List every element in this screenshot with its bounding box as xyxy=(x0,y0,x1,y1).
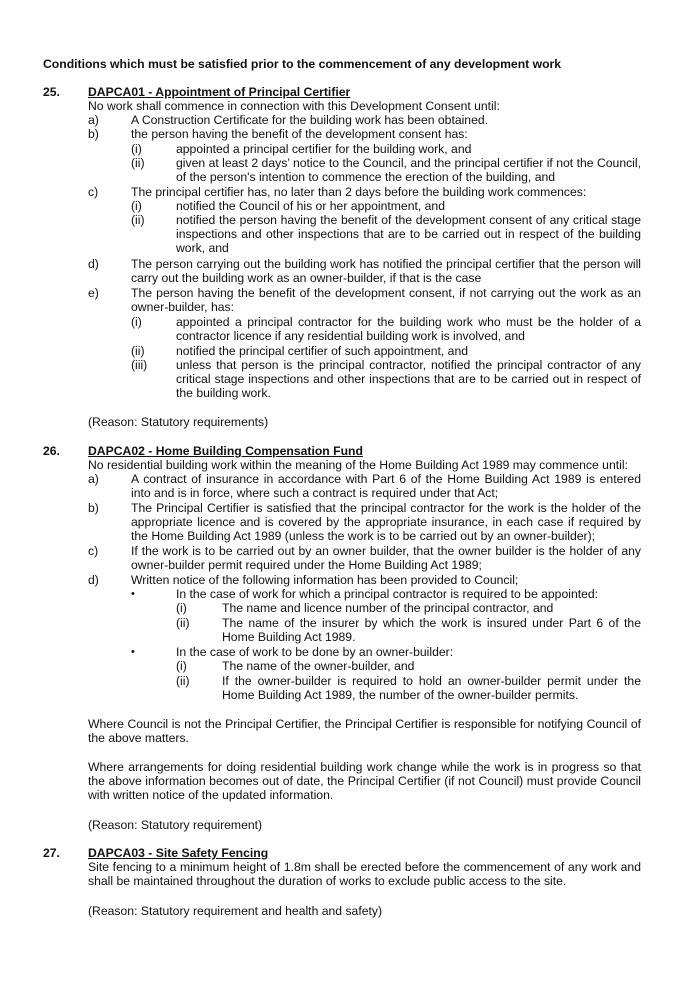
item-label: d) xyxy=(88,573,99,587)
item-text: The principal certifier has, no later than 2 days before the building work commences: xyxy=(131,185,587,199)
item-label: b) xyxy=(88,127,99,141)
subitem-label: (ii) xyxy=(176,616,190,630)
item-label: e) xyxy=(88,286,99,300)
item-text: Written notice of the following information has been provided to Council; xyxy=(131,573,519,587)
item-label: c) xyxy=(88,544,99,558)
subitem-text: appointed a principal contractor for the building work who must be the holder of a contractor licence if any residential building work is involved, and xyxy=(176,315,641,344)
item-text: A Construction Certificate for the building work has been obtained. xyxy=(131,113,489,127)
condition-title: DAPCA01 - Appointment of Principal Certifier xyxy=(88,85,351,99)
body-paragraph: Where arrangements for doing residential building work change while the work is in progress so that the above information becomes out of date, the Principal Certifier (if not Council) must provide Council with written notice of the updated information. xyxy=(88,760,641,803)
item-text: A contract of insurance in accordance with Part 6 of the Home Building Act 1989 is entered into and is in force, where such a contract is required under that Act; xyxy=(131,472,641,501)
subitem-text: unless that person is the principal contractor, notified the principal contractor of any critical stage inspections and other inspections that are to be carried out in respect of the building work. xyxy=(176,358,641,401)
item-text: If the work is to be carried out by an owner builder, that the owner builder is the holder of any owner-builder permit required under the Home Building Act 1989; xyxy=(131,544,641,573)
item-label: b) xyxy=(88,501,99,515)
subitem-label: (i) xyxy=(131,199,142,213)
condition-title: DAPCA03 - Site Safety Fencing xyxy=(88,846,269,860)
item-label: a) xyxy=(88,472,99,486)
bullet-icon: • xyxy=(131,588,135,600)
condition-reason: (Reason: Statutory requirement and health and safety) xyxy=(88,904,383,918)
condition-number: 25. xyxy=(43,85,60,99)
item-text: The person having the benefit of the development consent, if not carrying out the work as an owner-builder, has: xyxy=(131,286,641,315)
subitem-label: (i) xyxy=(176,659,187,673)
condition-title: DAPCA02 - Home Building Compensation Fund xyxy=(88,444,363,458)
subitem-text: appointed a principal certifier for the building work, and xyxy=(176,142,472,156)
condition-intro: Site fencing to a minimum height of 1.8m shall be erected before the commencement of any work and shall be maintained throughout the duration of works to exclude public access to the site. xyxy=(88,860,641,889)
subitem-label: (i) xyxy=(131,315,142,329)
subitem-label: (iii) xyxy=(131,358,148,372)
subitem-label: (ii) xyxy=(131,156,145,170)
subitem-text: The name of the owner-builder, and xyxy=(222,659,415,673)
subitem-label: (i) xyxy=(131,142,142,156)
subitem-label: (i) xyxy=(176,601,187,615)
item-text: the person having the benefit of the development consent has: xyxy=(131,127,468,141)
condition-intro: No work shall commence in connection with this Development Consent until: xyxy=(88,99,500,113)
condition-number: 26. xyxy=(43,444,60,458)
subitem-text: notified the person having the benefit of the development consent of any critical stage inspections and other inspections that are to be carried out in respect of the building work, and xyxy=(176,213,641,256)
subitem-text: notified the Council of his or her appointment, and xyxy=(176,199,445,213)
bullet-text: In the case of work to be done by an owner-builder: xyxy=(176,645,454,659)
condition-reason: (Reason: Statutory requirement) xyxy=(88,818,263,832)
section-heading: Conditions which must be satisfied prior to the commencement of any development work xyxy=(43,57,562,71)
item-label: c) xyxy=(88,185,99,199)
subitem-text: The name of the insurer by which the work is insured under Part 6 of the Home Building Act 1989. xyxy=(222,616,641,645)
condition-reason: (Reason: Statutory requirements) xyxy=(88,415,269,429)
bullet-icon: • xyxy=(131,646,135,658)
body-paragraph: Where Council is not the Principal Certifier, the Principal Certifier is responsible for notifying Council of the above matters. xyxy=(88,717,641,746)
subitem-label: (ii) xyxy=(131,344,145,358)
subitem-text: If the owner-builder is required to hold an owner-builder permit under the Home Building Act 1989, the number of the owner-builder permits. xyxy=(222,674,641,703)
item-label: d) xyxy=(88,257,99,271)
bullet-text: In the case of work for which a principal contractor is required to be appointed: xyxy=(176,587,599,601)
subitem-text: The name and licence number of the principal contractor, and xyxy=(222,601,554,615)
item-text: The person carrying out the building work has notified the principal certifier that the person will carry out the building work as an owner-builder, if that is the case xyxy=(131,257,641,286)
subitem-label: (ii) xyxy=(176,674,190,688)
item-text: The Principal Certifier is satisfied that the principal contractor for the work is the holder of the appropriate licence and is covered by the appropriate insurance, in each case if required by the Home Building Act 1989 (unless the work is to be carried out by an owner-builder); xyxy=(131,501,641,544)
subitem-label: (ii) xyxy=(131,213,145,227)
subitem-text: notified the principal certifier of such appointment, and xyxy=(176,344,468,358)
condition-intro: No residential building work within the meaning of the Home Building Act 1989 may commence until: xyxy=(88,458,628,472)
condition-number: 27. xyxy=(43,846,60,860)
item-label: a) xyxy=(88,113,99,127)
subitem-text: given at least 2 days’ notice to the Council, and the principal certifier if not the Council, of the person's intention to commence the erection of the building, and xyxy=(176,156,641,185)
